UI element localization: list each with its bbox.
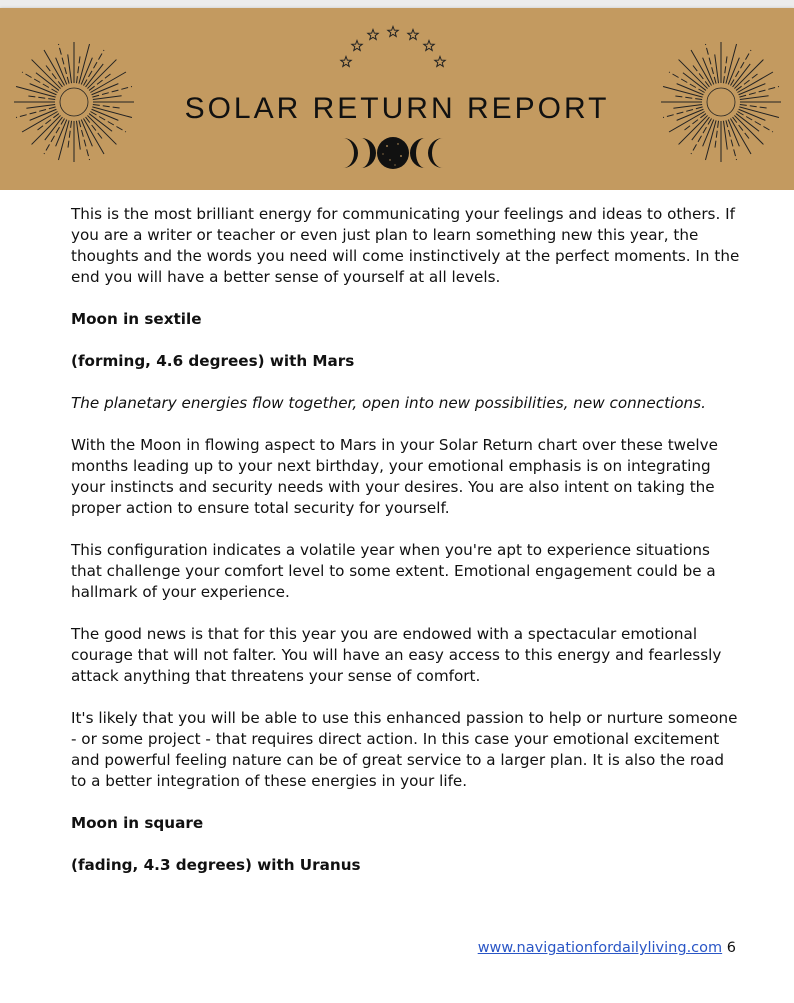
report-title: SOLAR RETURN REPORT [184,92,610,125]
page-number: 6 [726,940,736,956]
page-footer [478,940,736,956]
report-header [0,8,794,190]
aspect-summary: The planetary energies flow together, open into new possibilities, new connections. [71,394,706,412]
body-paragraph: This is the most brilliant energy for communicating your feelings and ideas to others. If you are a writer or teacher or even just plan to learn something new this year, the thoughts and the words you need will come instinctively at the perfect moments. In the end you will have a better sense of yourself at all levels. [71,205,740,286]
body-paragraph: It's likely that you will be able to use this enhanced passion to help or nurture someone - or some project - that requires direct action. In this case your emotional excitement and powerful feeling nature can be of great service to a larger plan. It is also the road to a better integration of these energies in your life. [71,709,738,790]
body-paragraph: The good news is that for this year you are endowed with a spectacular emotional courage that will not falter. You will have an easy access to this energy and fearlessly attack anything that threatens your sense of comfort. [71,625,722,685]
star-arc-icon [335,24,451,72]
aspect-heading: Moon in sextile [71,310,202,328]
moon-phases-icon [335,132,451,174]
body-paragraph: This configuration indicates a volatile year when you're apt to experience situations that challenge your comfort level to some extent. Emotional engagement could be a hallmark of your experience. [71,541,716,601]
aspect-subheading: (fading, 4.3 degrees) with Uranus [71,856,361,874]
report-body [71,204,743,897]
website-link[interactable]: www.navigationfordailyliving.com [477,940,723,956]
aspect-subheading: (forming, 4.6 degrees) with Mars [71,352,355,370]
aspect-heading: Moon in square [71,814,204,832]
body-paragraph: With the Moon in flowing aspect to Mars in your Solar Return chart over these twelve months leading up to your next birthday, your emotional emphasis is on integrating your instincts and security needs with your desires. You are also intent on taking the proper action to ensure total security for yourself. [71,436,718,517]
report-page [0,8,794,1003]
